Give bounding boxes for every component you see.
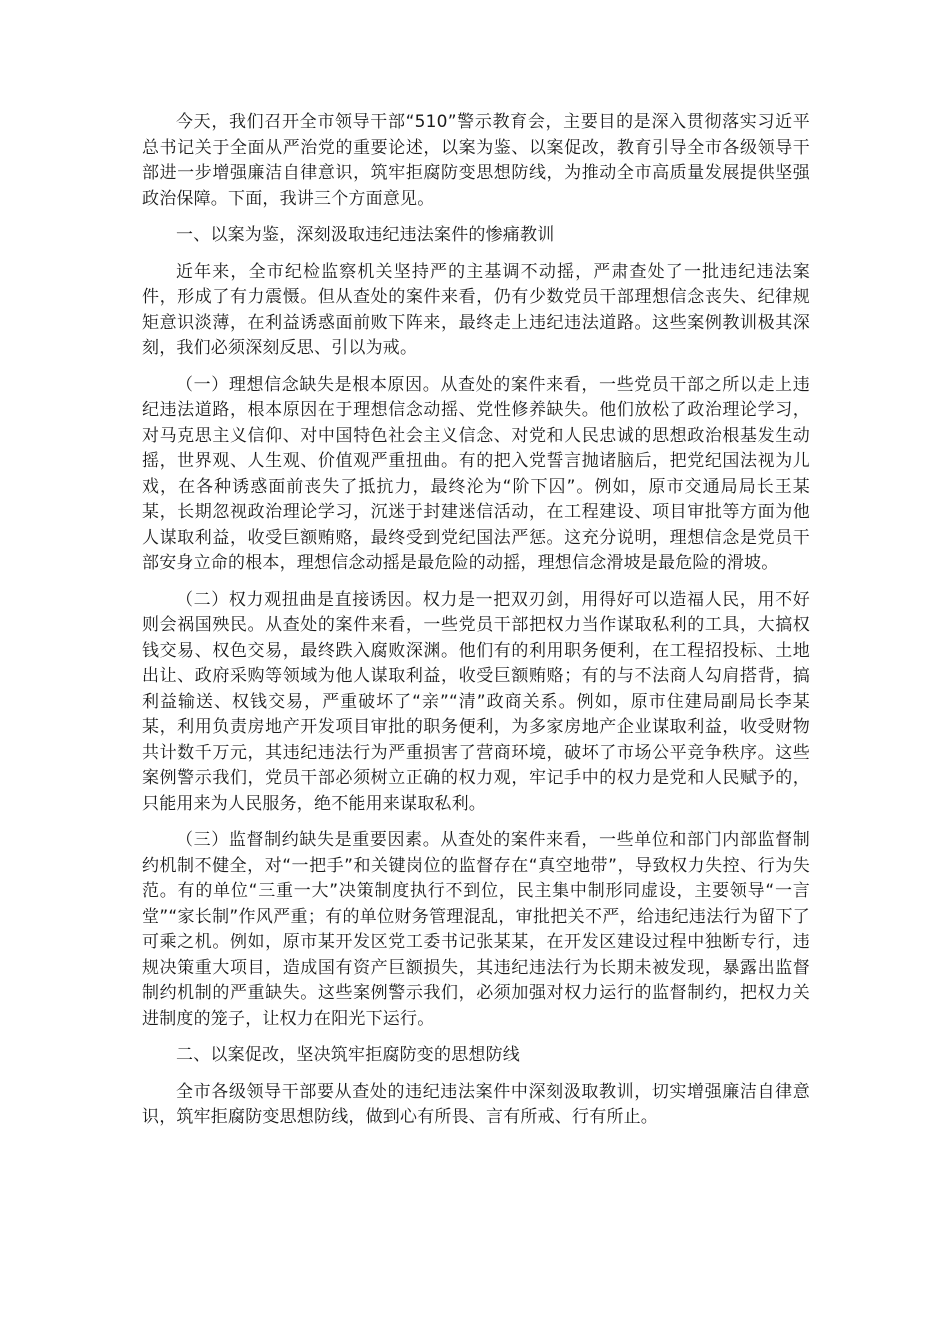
section-heading-2: 二、以案促改，坚决筑牢拒腐防变的思想防线 xyxy=(176,1045,520,1065)
section-1-intro-paragraph: 近年来，全市纪检监察机关坚持严的主基调不动摇，严肃查处了一批违纪违法案件，形成了有力震慑。但从查处的案件来看，仍有少数党员干部理想信念丧失、纪律规矩意识淡薄，在利益诱惑面前败下阵来，最终走上违纪违法道路。这些案例教训极其深刻，我们必须深刻反思、引以为戒。 xyxy=(142,261,810,358)
subsection-3-paragraph: （三）监督制约缺失是重要因素。从查处的案件来看，一些单位和部门内部监督制约机制不健全，对“一把手”和关键岗位的监督存在“真空地带”，导致权力失控、行为失范。有的单位“三重一大”决策制度执行不到位，民主集中制形同虚设，主要领导“一言堂”“家长制”作风严重；有的单位财务管理混乱，审批把关不严，给违纪违法行为留下了可乘之机。例如，原市某开发区党工委书记张某某，在开发区建设过程中独断专行，违规决策重大项目，造成国有资产巨额损失，其违纪违法行为长期未被发现，暴露出监督制约机制的严重缺失。这些案例警示我们，必须加强对权力运行的监督制约，把权力关进制度的笼子，让权力在阳光下运行。 xyxy=(142,830,810,1029)
section-heading-1: 一、以案为鉴，深刻汲取违纪违法案件的惨痛教训 xyxy=(176,225,555,245)
subsection-1-paragraph: （一）理想信念缺失是根本原因。从查处的案件来看，一些党员干部之所以走上违纪违法道路，根本原因在于理想信念动摇、党性修养缺失。他们放松了政治理论学习，对马克思主义信仰、对中国特色社会主义信念、对党和人民忠诚的思想政治根基发生动摇，世界观、人生观、价值观严重扭曲。有的把入党誓言抛诸脑后，把党纪国法视为儿戏，在各种诱惑面前丧失了抵抗力，最终沦为“阶下囚”。例如，原市交通局局长王某某，长期忽视政治理论学习，沉迷于封建迷信活动，在工程建设、项目审批等方面为他人谋取利益，收受巨额贿赂，最终受到党纪国法严惩。这充分说明，理想信念是党员干部安身立命的根本，理想信念动摇是最危险的动摇，理想信念滑坡是最危险的滑坡。 xyxy=(142,374,810,573)
section-2-intro-paragraph: 全市各级领导干部要从查处的违纪违法案件中深刻汲取教训，切实增强廉洁自律意识，筑牢拒腐防变思想防线，做到心有所畏、言有所戒、行有所止。 xyxy=(142,1081,810,1127)
subsection-2-paragraph: （二）权力观扭曲是直接诱因。权力是一把双刃剑，用得好可以造福人民，用不好则会祸国殃民。从查处的案件来看，一些党员干部把权力当作谋取私利的工具，大搞权钱交易、权色交易，最终跌入腐败深渊。他们有的利用职务便利，在工程招投标、土地出让、政府采购等领域为他人谋取利益，收受巨额贿赂；有的与不法商人勾肩搭背，搞利益输送、权钱交易，严重破坏了“亲”“清”政商关系。例如，原市住建局副局长李某某，利用负责房地产开发项目审批的职务便利，为多家房地产企业谋取利益，收受财物共计数千万元，其违纪违法行为严重损害了营商环境，破坏了市场公平竞争秩序。这些案例警示我们，党员干部必须树立正确的权力观，牢记手中的权力是党和人民赋予的，只能用来为人民服务，绝不能用来谋取私利。 xyxy=(142,589,810,814)
document-body xyxy=(142,110,810,1142)
intro-paragraph: 今天，我们召开全市领导干部“510”警示教育会，主要目的是深入贯彻落实习近平总书记关于全面从严治党的重要论述，以案为鉴、以案促改，教育引导全市各级领导干部进一步增强廉洁自律意识，筑牢拒腐防变思想防线，为推动全市高质量发展提供坚强政治保障。下面，我讲三个方面意见。 xyxy=(142,112,810,209)
